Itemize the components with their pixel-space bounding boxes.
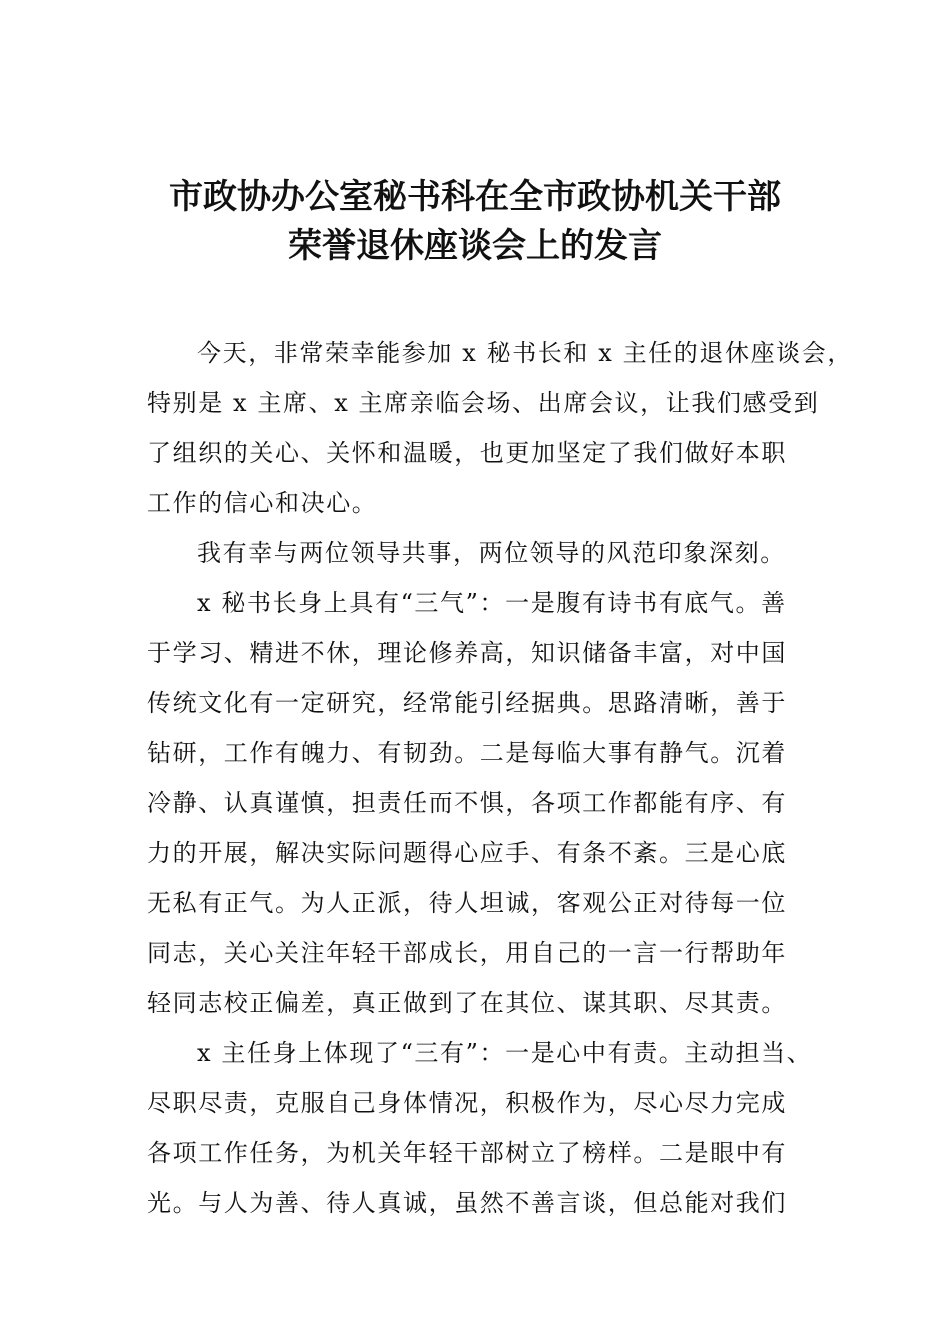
body-line: 了组织的关心、关怀和温暖，也更加坚定了我们做好本职	[147, 439, 787, 467]
body-line: 工作的信心和决心。	[147, 489, 378, 517]
body-line: 于学习、精进不休，理论修养高，知识储备丰富，对中国	[147, 639, 787, 667]
body-line: 无私有正气。为人正派，待人坦诚，客观公正对待每一位	[147, 889, 787, 917]
body-line: 特别是 x 主席、x 主席亲临会场、出席会议，让我们感受到	[147, 389, 820, 417]
document-title-line-2: 荣誉退休座谈会上的发言	[288, 226, 662, 266]
body-line: 轻同志校正偏差，真正做到了在其位、谋其职、尽其责。	[147, 989, 787, 1017]
body-line: 各项工作任务，为机关年轻干部树立了榜样。二是眼中有	[147, 1139, 787, 1167]
body-line: 传统文化有一定研究，经常能引经据典。思路清晰，善于	[147, 689, 787, 717]
body-line: x 主任身上体现了“三有”：一是心中有责。主动担当、	[197, 1039, 813, 1067]
body-line: x 秘书长身上具有“三气”：一是腹有诗书有底气。善	[197, 589, 787, 617]
body-line: 同志，关心关注年轻干部成长，用自己的一言一行帮助年	[147, 939, 787, 967]
body-line: 光。与人为善、待人真诚，虽然不善言谈，但总能对我们	[147, 1189, 787, 1217]
document-title-line-1: 市政协办公室秘书科在全市政协机关干部	[169, 177, 781, 217]
body-line: 今天，非常荣幸能参加 x 秘书长和 x 主任的退休座谈会，	[197, 339, 853, 367]
body-line: 尽职尽责，克服自己身体情况，积极作为，尽心尽力完成	[147, 1089, 787, 1117]
body-line: 我有幸与两位领导共事，两位领导的风范印象深刻。	[197, 539, 786, 567]
body-line: 力的开展，解决实际问题得心应手、有条不紊。三是心底	[147, 839, 787, 867]
document-body	[147, 328, 853, 1228]
body-line: 冷静、认真谨慎，担责任而不惧，各项工作都能有序、有	[147, 789, 787, 817]
body-line: 钻研，工作有魄力、有韧劲。二是每临大事有静气。沉着	[147, 739, 787, 767]
